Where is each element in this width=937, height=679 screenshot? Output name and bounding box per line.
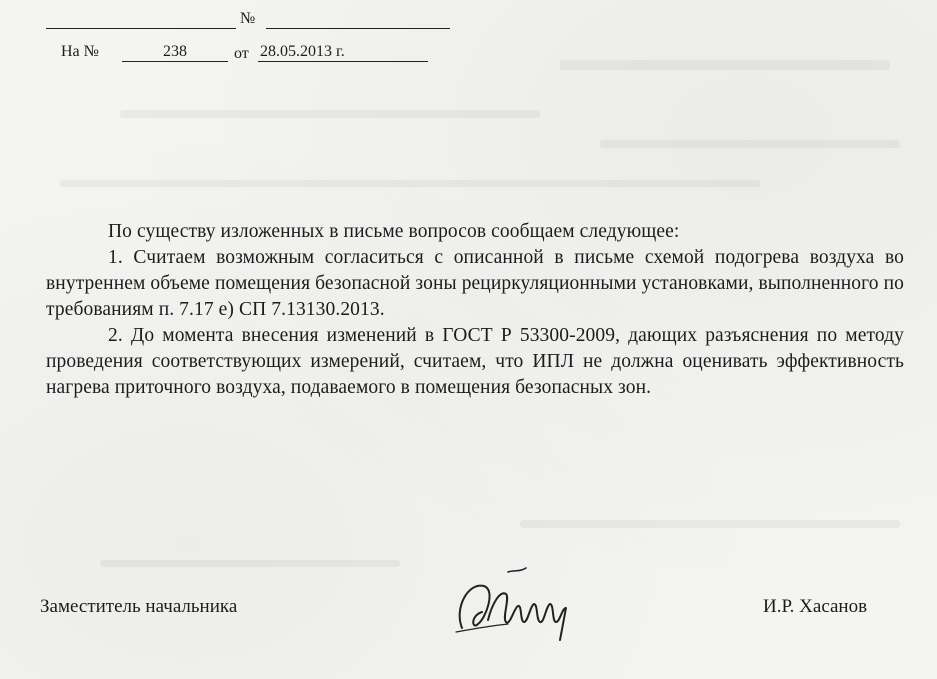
show-through-mark xyxy=(120,110,540,118)
show-through-mark xyxy=(100,560,400,567)
intro-paragraph: По существу изложенных в письме вопросов сообщаем следующее: xyxy=(108,221,680,242)
show-through-mark xyxy=(600,140,900,148)
point-1-paragraph: 1. Считаем возможным согласиться с описанной в письме схемой подогрева воздуха во внутреннем объеме помещения безопасной зоны рециркуляционными установками, выполненного по требованиям п. 7.17 е) СП 7.13130.2013. xyxy=(46,247,904,320)
ref-number-field xyxy=(122,43,228,62)
number-sign: № xyxy=(240,10,256,27)
outgoing-number-field xyxy=(46,10,236,29)
ref-date: 28.05.2013 г. xyxy=(260,43,345,60)
point-2-paragraph: 2. До момента внесения изменений в ГОСТ Р 53300-2009, дающих разъяснения по методу проведения соответствующих измерений, считаем, что ИПЛ не должна оценивать эффективность нагрева приточного воздуха, подаваемого в помещения безопасных зон. xyxy=(46,325,904,398)
show-through-mark xyxy=(60,180,760,187)
letter-body xyxy=(46,219,904,401)
ref-label: На № xyxy=(61,43,99,60)
from-label: от xyxy=(234,45,249,62)
outgoing-date-field xyxy=(266,10,450,29)
show-through-mark xyxy=(560,60,890,70)
ref-date-field xyxy=(258,43,428,62)
signatory-name: И.Р. Хасанов xyxy=(763,596,868,617)
show-through-mark xyxy=(520,520,900,528)
signatory-position: Заместитель начальника xyxy=(40,596,238,617)
ref-number: 238 xyxy=(163,43,187,60)
handwritten-signature xyxy=(448,560,598,650)
